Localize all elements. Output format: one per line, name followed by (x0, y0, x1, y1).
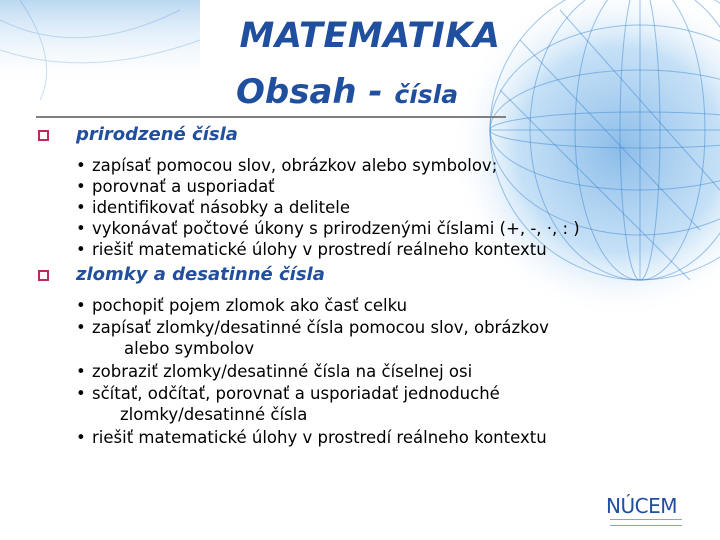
list-item: • riešiť matematické úlohy v prostredí reálneho kontextu (76, 240, 547, 259)
list-item: • zapísať pomocou slov, obrázkov alebo symbolov; (76, 156, 498, 175)
title-line-2-main: Obsah - (236, 72, 395, 112)
list-item: • identifikovať násobky a delitele (76, 198, 350, 217)
logo-underline-graphic (610, 519, 682, 526)
section-heading: prirodzené čísla (76, 124, 238, 145)
title-line-1: MATEMATIKA (239, 16, 501, 56)
list-item: • sčítať, odčítať, porovnať a usporiadať jednoduché (76, 384, 500, 403)
square-bullet-icon (38, 130, 49, 141)
title-divider (36, 116, 506, 118)
square-bullet-icon (38, 270, 49, 281)
list-item-continuation: alebo symbolov (124, 339, 255, 358)
list-item: • riešiť matematické úlohy v prostredí reálneho kontextu (76, 428, 547, 447)
nucem-logo (606, 494, 690, 524)
list-item-continuation: zlomky/desatinné čísla (120, 405, 308, 424)
list-item: • vykonávať počtové úkony s prirodzenými číslami (+, -, ·, : ) (76, 219, 580, 238)
list-item: • porovnať a usporiadať (76, 177, 275, 196)
title-line-2 (236, 72, 458, 112)
list-item: • zapísať zlomky/desatinné čísla pomocou slov, obrázkov (76, 318, 549, 337)
list-item: • pochopiť pojem zlomok ako časť celku (76, 296, 408, 315)
logo-text: NÚCEM (606, 494, 677, 518)
section-heading: zlomky a desatinné čísla (76, 264, 325, 285)
title-line-2-small: čísla (394, 80, 459, 109)
list-item: • zobraziť zlomky/desatinné čísla na číselnej osi (76, 362, 473, 381)
